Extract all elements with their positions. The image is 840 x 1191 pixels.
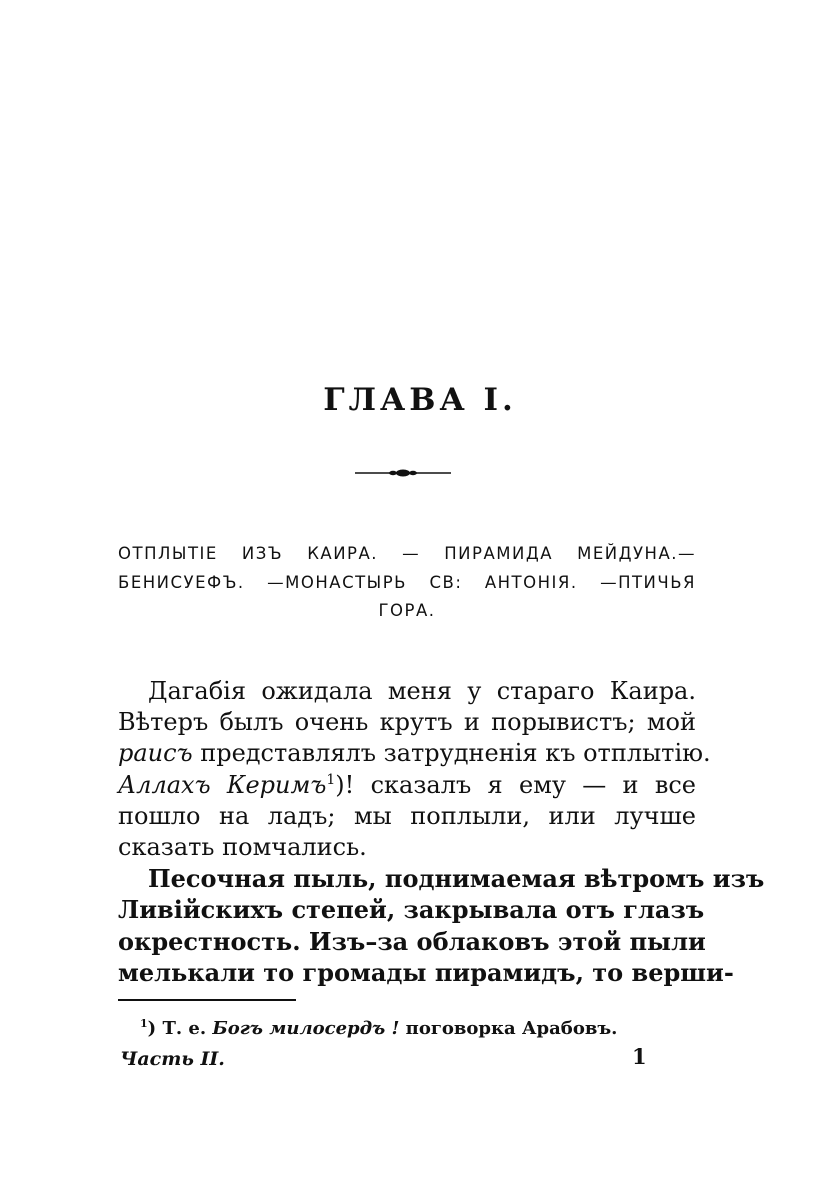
text-line: окрестность. Изъ–за облаковъ этой пыли <box>118 926 706 956</box>
text-line: сказать помчались. <box>118 833 367 862</box>
text-line: пошло на ладъ; мы поплыли, или лучше <box>118 801 696 830</box>
page-number: 1 <box>632 1044 647 1069</box>
text-line <box>118 738 711 769</box>
footnote-reference: 1 <box>326 771 336 788</box>
footnote-lead: Т. е. <box>156 1018 213 1039</box>
chapter-summary <box>118 540 696 626</box>
text-line: Вѣтеръ былъ очень крутъ и порывистъ; мой <box>118 708 696 737</box>
footnote-italic: Богъ милосердъ ! <box>212 1018 400 1039</box>
summary-line: БЕНИСУЕФЪ. —МОНАСТЫРЬ СВ: АНТОНІЯ. —ПТИЧЬЯ <box>118 572 696 592</box>
text-line: Песочная пыль, поднимаемая вѣтромъ изъ <box>148 864 765 894</box>
text-run: )! сказалъ я ему — и все <box>335 770 697 799</box>
text-line: Ливійскихъ степей, закрывала отъ глазъ <box>118 895 705 925</box>
text-line: мелькали то громады пирамидъ, то верши- <box>118 957 734 987</box>
italic-word: раисъ <box>118 739 193 768</box>
chapter-title: ГЛАВА I. <box>323 382 517 418</box>
part-label: Часть II. <box>120 1048 225 1070</box>
footnote-paren: ) <box>147 1018 157 1039</box>
text-line <box>118 770 696 801</box>
text-run: представлялъ затрудненія къ отплытію. <box>192 739 711 768</box>
footnote-marker: 1 <box>140 1017 148 1030</box>
footnote <box>140 1018 700 1039</box>
ornament-divider-icon <box>355 466 451 480</box>
summary-line: ОТПЛЫТІЕ ИЗЪ КАИРА. — ПИРАМИДА МЕЙДУНА.— <box>118 544 696 563</box>
footnote-rest: поговорка Арабовъ. <box>399 1018 618 1039</box>
italic-phrase: Аллахъ Керимъ <box>118 770 327 799</box>
footnote-divider <box>118 999 296 1001</box>
summary-line: ГОРА. <box>378 601 436 620</box>
body-text <box>118 676 765 988</box>
text-line: Дагабія ожидала меня у стараго Каира. <box>148 677 696 705</box>
